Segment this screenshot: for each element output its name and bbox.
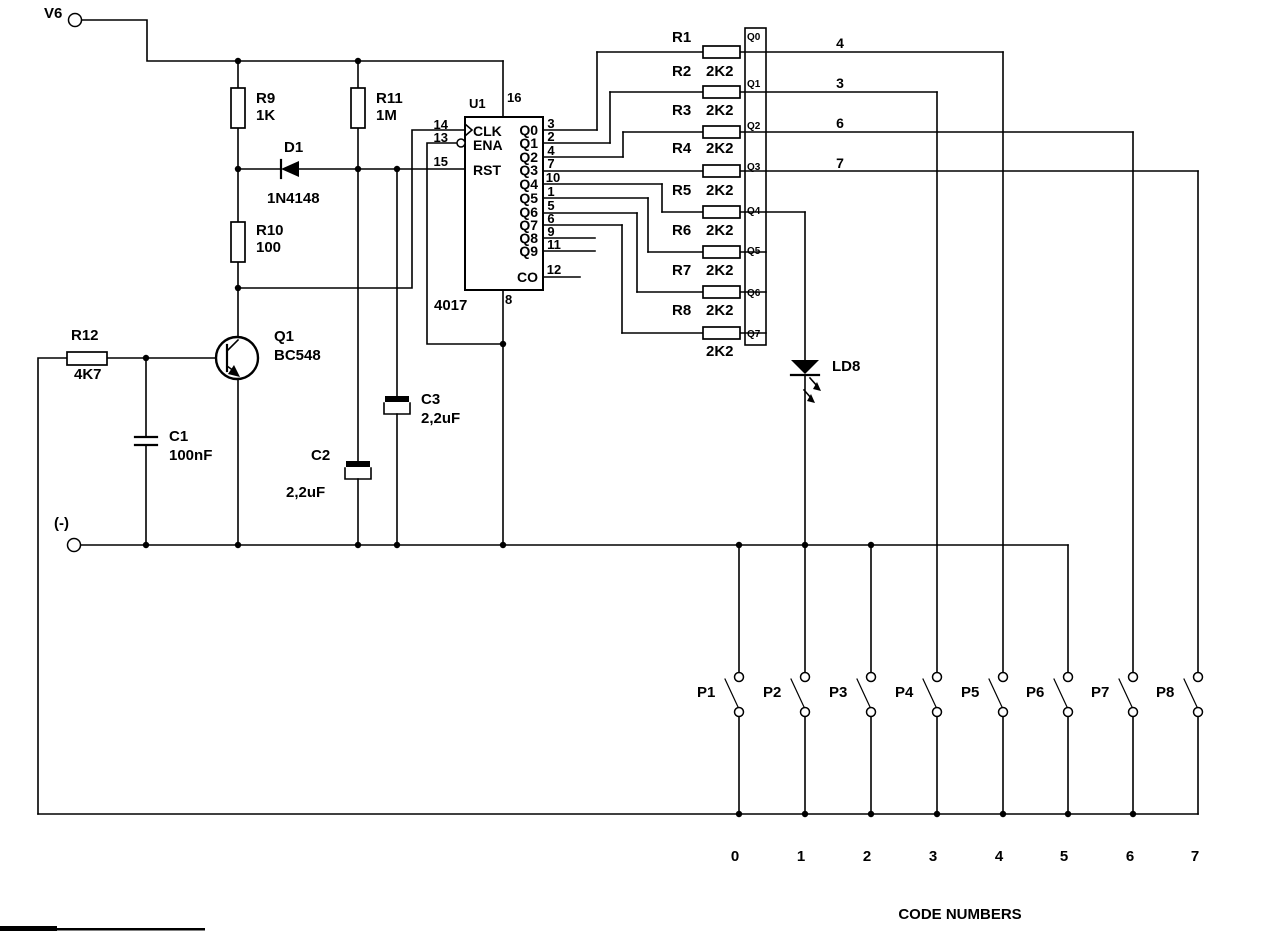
ic-pin-number: 9 <box>547 224 555 239</box>
cap-plate <box>346 461 370 467</box>
capacitor-c3 <box>384 391 460 427</box>
v6-terminal <box>69 14 82 27</box>
switch-lever <box>725 679 738 707</box>
connector-pin-label: Q0 <box>747 32 761 43</box>
switch-p2 <box>763 673 810 717</box>
junction-dot <box>394 542 400 548</box>
r5-ref: R5 <box>672 182 692 199</box>
wire-clk <box>238 130 465 288</box>
ic-u1 <box>434 90 562 314</box>
r11-ref: R11 <box>376 90 403 107</box>
switch-contact <box>999 673 1008 682</box>
connector-pin-label: Q2 <box>747 121 761 132</box>
ic-pin-number: 4 <box>547 143 555 158</box>
switch-contact <box>999 708 1008 717</box>
r6-ref: R6 <box>672 222 692 239</box>
switch-p6 <box>1026 673 1073 717</box>
junction-dot <box>355 542 361 548</box>
switch-contact <box>801 673 810 682</box>
ic-pin-name: Q9 <box>519 243 538 259</box>
code-number: 3 <box>928 848 938 865</box>
ic-pin-name: ENA <box>473 137 503 153</box>
switch-label: P5 <box>961 684 980 701</box>
resistor-r4 <box>703 165 740 177</box>
code-number: 0 <box>730 848 740 865</box>
route-number: 4 <box>836 35 844 51</box>
cap-plate-curved <box>384 403 410 414</box>
switch-label: P1 <box>697 684 716 701</box>
switch-label: P8 <box>1156 684 1175 701</box>
r1-ref: R1 <box>672 29 692 46</box>
connector-pin-label: Q1 <box>747 79 761 90</box>
junction-dot <box>143 542 149 548</box>
ic-pin-name: Q3 <box>519 162 538 178</box>
r11-value: 1M <box>376 107 397 124</box>
switch-lever <box>923 679 936 707</box>
d1-ref: D1 <box>284 139 304 156</box>
ic-pin-number: 12 <box>546 262 562 277</box>
route-number: 6 <box>836 115 844 131</box>
junction-dot <box>235 166 241 172</box>
junction-dot <box>355 166 361 172</box>
ic-pin-number: 5 <box>547 198 555 213</box>
ic-pin-name: CLK <box>473 123 502 139</box>
r7-ref: R7 <box>672 262 692 279</box>
r4-value: 2K2 <box>706 182 734 199</box>
d1-part: 1N4148 <box>267 190 320 207</box>
ic-pin-name: Q4 <box>519 176 538 192</box>
r3-ref: R3 <box>672 102 692 119</box>
switch-p3 <box>829 673 876 717</box>
r2-ref: R2 <box>672 63 692 80</box>
code-number: 2 <box>862 848 872 865</box>
cap-plate-curved <box>345 468 371 479</box>
connector-pin-label: Q6 <box>747 288 761 299</box>
code-number: 4 <box>994 848 1004 865</box>
r4-ref: R4 <box>672 140 692 157</box>
switch-p7 <box>1091 673 1138 717</box>
ic-pin-name: Q8 <box>519 230 538 246</box>
switch-p8 <box>1156 673 1203 717</box>
pin8-number: 8 <box>505 292 513 307</box>
pin16-number: 16 <box>507 90 522 105</box>
switch-p4 <box>895 673 942 717</box>
ic-pin-name: Q1 <box>519 135 538 151</box>
junction-dot <box>934 811 940 817</box>
junction-dot <box>802 811 808 817</box>
wire <box>38 358 67 814</box>
switch-label: P4 <box>895 684 914 701</box>
junction-dot <box>235 542 241 548</box>
c3-value: 2,2uF <box>421 410 461 427</box>
led-triangle <box>791 360 819 374</box>
switch-contact <box>1194 673 1203 682</box>
junction-dot <box>868 811 874 817</box>
ground-terminal <box>68 539 81 552</box>
code-numbers-row <box>731 848 1199 865</box>
junction-dot <box>868 542 874 548</box>
r3-value: 2K2 <box>706 140 734 157</box>
switch-contact <box>933 708 942 717</box>
ground-label: (-) <box>54 515 69 532</box>
r12-ref: R12 <box>71 327 99 344</box>
resistor-r7 <box>703 286 740 298</box>
ic-pin-number: 14 <box>433 117 448 132</box>
r9-ref: R9 <box>256 90 276 107</box>
diode-d1 <box>267 139 320 207</box>
ic-pin-name: Q2 <box>519 149 538 165</box>
resistor-r10 <box>231 222 245 262</box>
ic-pin-name: Q5 <box>519 190 538 206</box>
ic-pin-name: Q7 <box>519 217 538 233</box>
ic-pin-number: 13 <box>433 130 448 145</box>
resistor-r3 <box>703 126 740 138</box>
switch-label: P6 <box>1026 684 1045 701</box>
resistor-r2 <box>703 86 740 98</box>
switch-lever <box>857 679 870 707</box>
ic-pin-number: 15 <box>433 154 448 169</box>
ic-pin-number: 10 <box>545 170 561 185</box>
switch-contact <box>1194 708 1203 717</box>
c3-ref: C3 <box>421 391 441 408</box>
r10-ref: R10 <box>256 222 284 239</box>
r6-value: 2K2 <box>706 262 734 279</box>
u1-ref: U1 <box>469 96 486 111</box>
c2-ref: C2 <box>311 447 331 464</box>
switch-lever <box>1119 679 1132 707</box>
c2-value: 2,2uF <box>286 484 326 501</box>
switch-lever <box>1054 679 1067 707</box>
r2-value: 2K2 <box>706 102 734 119</box>
ic-pin-number: 7 <box>547 156 555 171</box>
r10-value: 100 <box>256 239 282 256</box>
q1-part: BC548 <box>274 347 321 364</box>
resistor-r9 <box>231 88 245 128</box>
ic-pin-name: RST <box>473 162 501 178</box>
switch-contact <box>933 673 942 682</box>
r5-value: 2K2 <box>706 222 734 239</box>
inversion-bubble-icon <box>457 139 465 147</box>
connector-pin-label: Q4 <box>747 206 761 217</box>
wires <box>38 20 1198 814</box>
wire <box>81 20 503 61</box>
ic-pin-number: 6 <box>547 211 555 226</box>
switch-contact <box>1129 708 1138 717</box>
resistor-r5 <box>703 206 740 218</box>
switch-lever <box>791 679 804 707</box>
junction-dot <box>802 542 808 548</box>
wire-route-numbers <box>836 35 844 171</box>
connector-pin-label: Q5 <box>747 246 761 257</box>
led-ld8 <box>791 358 860 403</box>
code-number: 1 <box>796 848 806 865</box>
ic-pin-name: Q0 <box>519 122 538 138</box>
resistor-network <box>672 29 740 360</box>
code-number: 5 <box>1059 848 1069 865</box>
v6-label: V6 <box>44 5 63 22</box>
code-number: 6 <box>1125 848 1135 865</box>
transistor-q1 <box>216 328 321 379</box>
ic-pin-number: 2 <box>547 129 555 144</box>
switch-label: P2 <box>763 684 782 701</box>
resistor-r11 <box>351 88 365 128</box>
connector-block <box>745 28 766 345</box>
switch-lever <box>1184 679 1197 707</box>
switch-contact <box>867 708 876 717</box>
resistor-r12 <box>67 352 107 365</box>
route-number: 7 <box>836 155 844 171</box>
junction-dot <box>355 58 361 64</box>
junction-dot <box>1130 811 1136 817</box>
switch-label: P3 <box>829 684 848 701</box>
q1-ref: Q1 <box>274 328 295 345</box>
junction-dot <box>500 341 506 347</box>
u1-part: 4017 <box>434 297 468 314</box>
switch-contact <box>867 673 876 682</box>
scan-artifact-line <box>0 926 57 931</box>
cap-plate <box>385 396 409 402</box>
junction-dot <box>394 166 400 172</box>
r12-value: 4K7 <box>74 366 102 383</box>
r1-value: 2K2 <box>706 63 734 80</box>
route-number: 3 <box>836 75 844 91</box>
ic-pin-number: 11 <box>547 237 561 252</box>
connector-pin-label: Q3 <box>747 162 761 173</box>
scan-artifact-line <box>57 928 205 931</box>
switches <box>697 673 1203 717</box>
junction-dot <box>235 285 241 291</box>
r7-value: 2K2 <box>706 302 734 319</box>
ic-pin-name: CO <box>517 269 538 285</box>
junction-dot <box>1065 811 1071 817</box>
switch-contact <box>735 673 744 682</box>
switch-p1 <box>697 673 744 717</box>
junction-dot <box>143 355 149 361</box>
ic-pin-name: Q6 <box>519 204 538 220</box>
switch-contact <box>801 708 810 717</box>
switch-contact <box>1129 673 1138 682</box>
junction-dot <box>235 58 241 64</box>
switch-contact <box>1064 708 1073 717</box>
junction-dot <box>1000 811 1006 817</box>
r9-value: 1K <box>256 107 276 124</box>
ic-pin-number: 1 <box>547 184 555 199</box>
connector-pin-label: Q7 <box>747 329 761 340</box>
switch-lever <box>989 679 1002 707</box>
caption: CODE NUMBERS <box>898 906 1022 923</box>
c1-value: 100nF <box>169 447 213 464</box>
r8-ref: R8 <box>672 302 692 319</box>
switch-contact <box>735 708 744 717</box>
r8-value: 2K2 <box>706 343 734 360</box>
switch-label: P7 <box>1091 684 1110 701</box>
code-number: 7 <box>1190 848 1200 865</box>
c1-ref: C1 <box>169 428 189 445</box>
switch-contact <box>1064 673 1073 682</box>
ld8-ref: LD8 <box>832 358 861 375</box>
resistor-r1 <box>703 46 740 58</box>
diode-triangle <box>281 161 299 177</box>
ic-pin-number: 3 <box>547 116 555 131</box>
resistor-r6 <box>703 246 740 258</box>
junction-dot <box>736 542 742 548</box>
junction-dot <box>736 811 742 817</box>
resistor-r8 <box>703 327 740 339</box>
switch-p5 <box>961 673 1008 717</box>
junction-dot <box>500 542 506 548</box>
